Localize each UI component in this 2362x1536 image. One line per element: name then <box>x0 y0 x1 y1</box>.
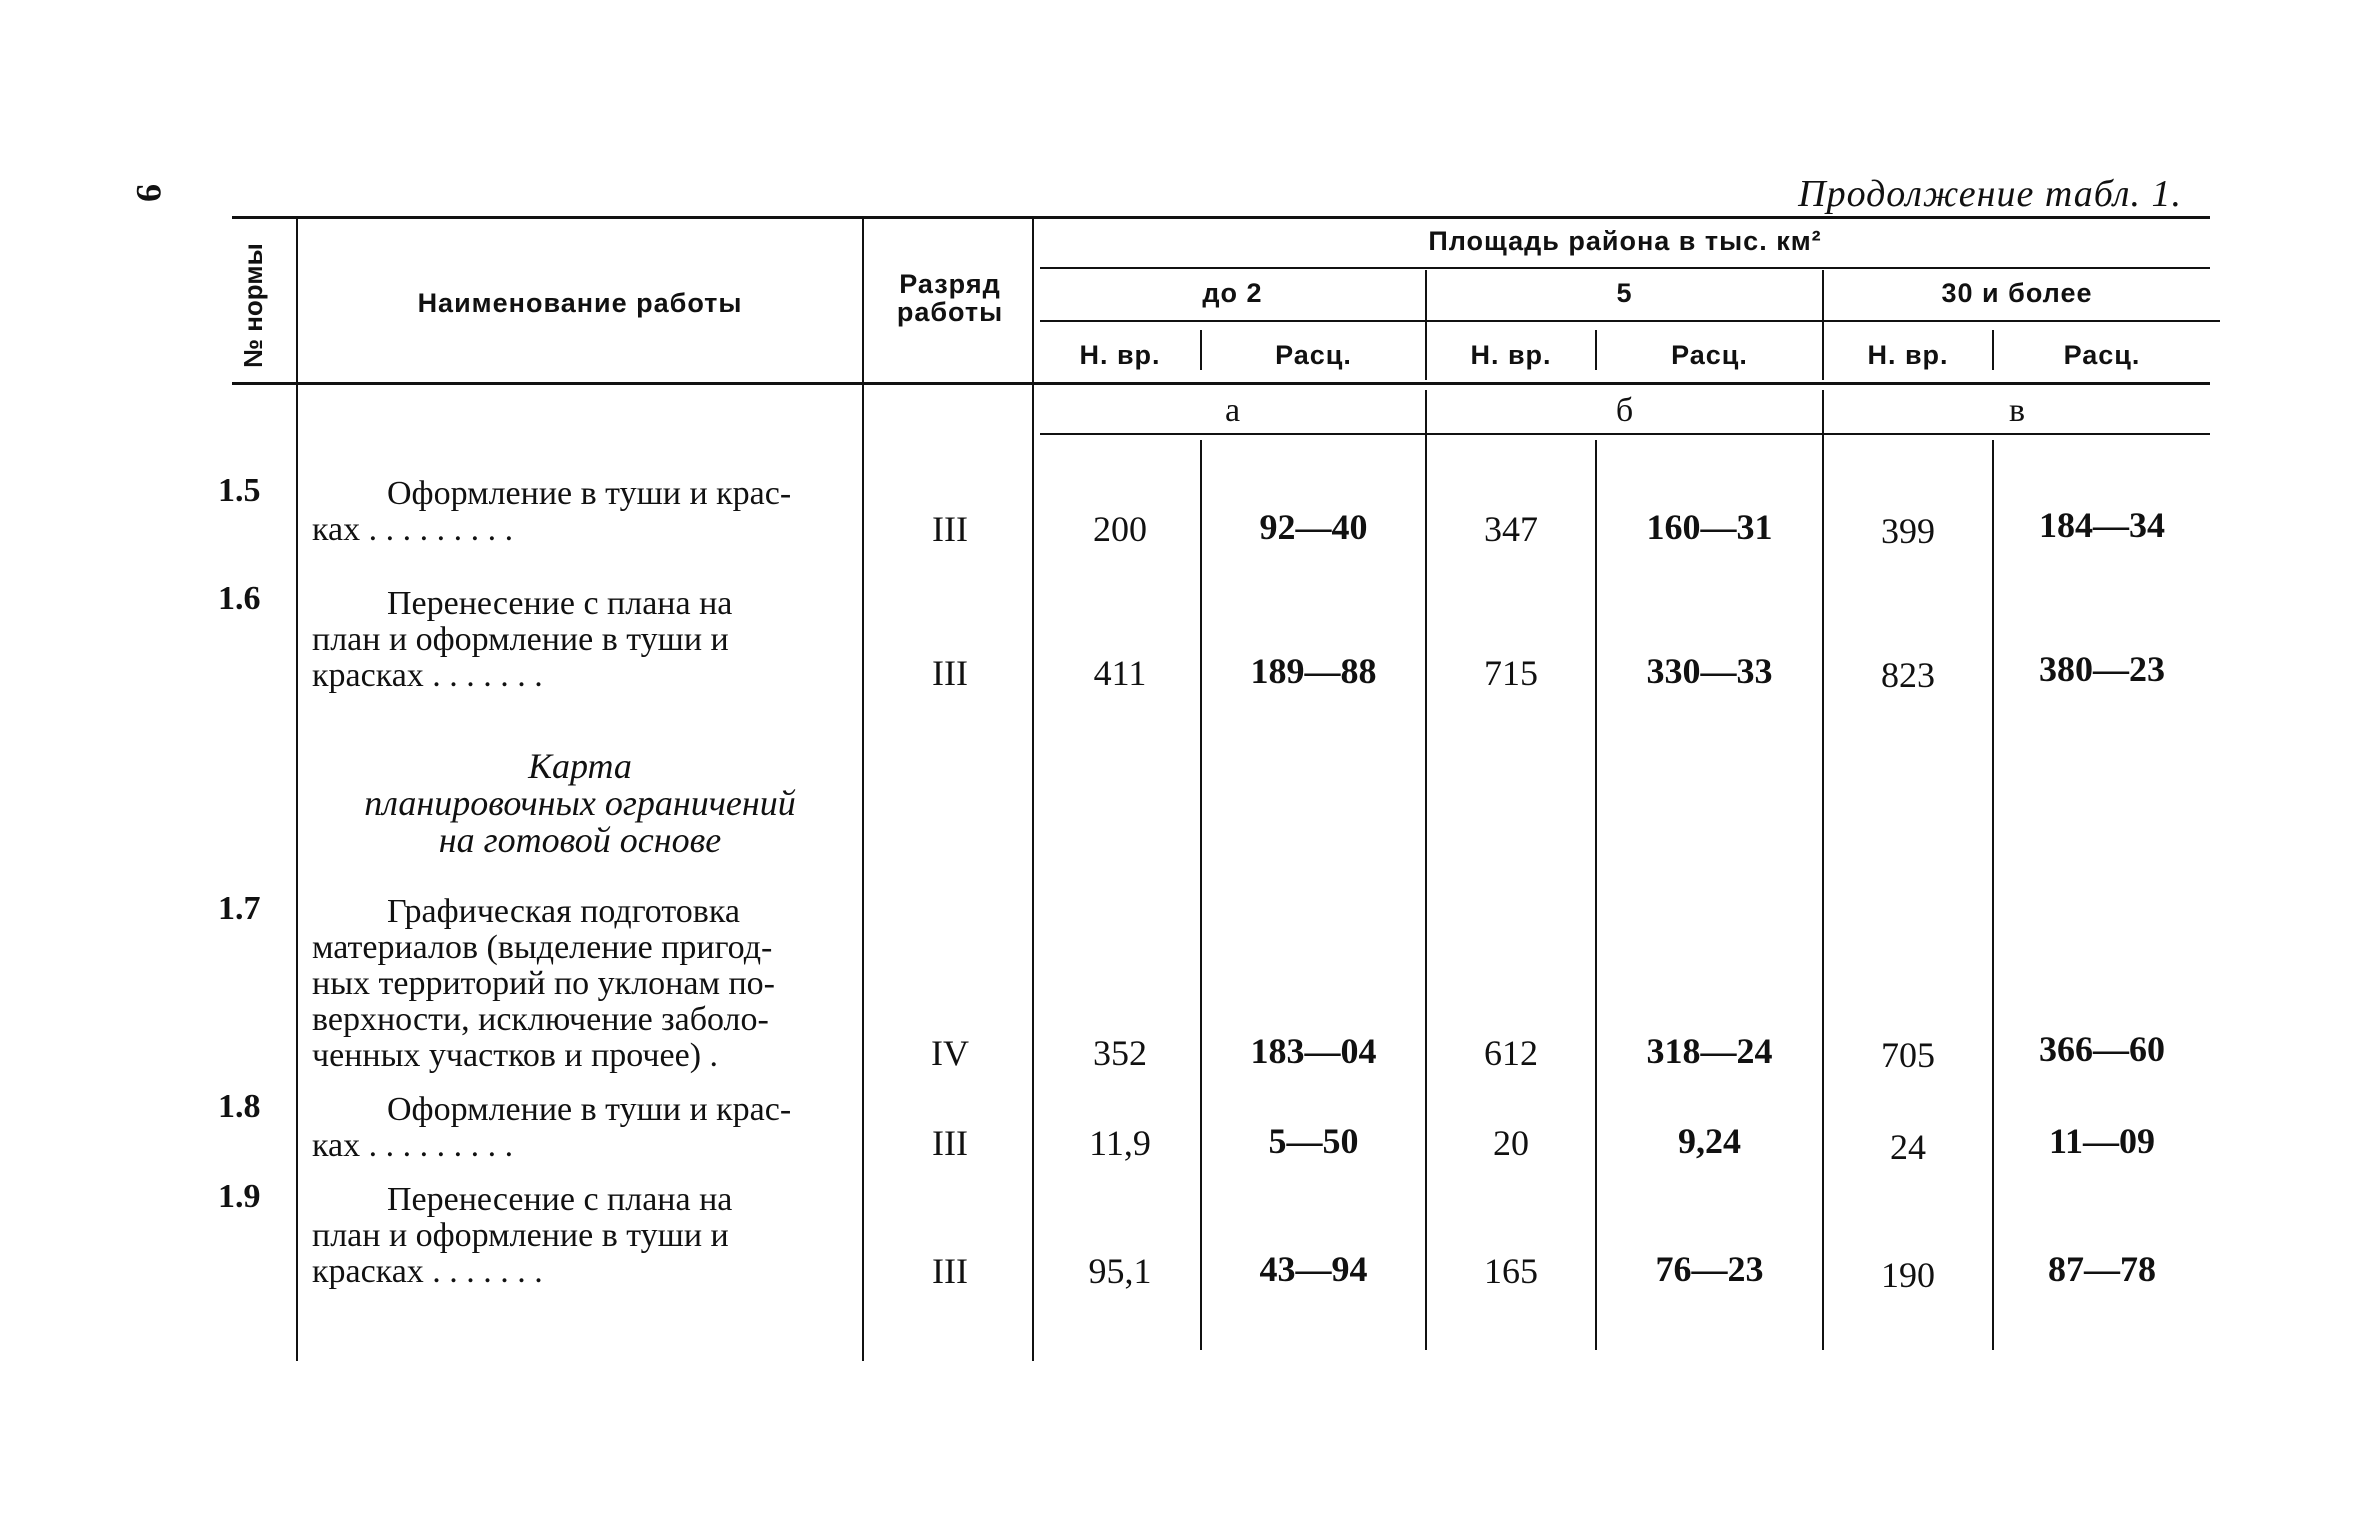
row-nvr-b: 20 <box>1493 1123 1529 1163</box>
group-header-2: 5 <box>1616 278 1633 308</box>
row-work-name: Перенесение с плана на план и оформление в туши и красках . . . . . . . <box>312 585 733 694</box>
column-name-header: Наименование работы <box>417 288 743 318</box>
area-header: Площадь района в тыс. км² <box>1428 226 1822 256</box>
row-nvr-v: 190 <box>1881 1255 1935 1295</box>
top-rule <box>232 216 2210 219</box>
row-rasc-v: 366—60 <box>2039 1029 2165 1069</box>
row-work-name: Оформление в туши и крас- ках . . . . . . . . . <box>312 475 792 548</box>
row-nvr-a: 95,1 <box>1088 1251 1152 1291</box>
row-nvr-v: 823 <box>1881 655 1935 695</box>
row-grade: III <box>932 653 968 693</box>
group-letter-a: а <box>1224 392 1241 429</box>
col-rule-4b <box>1200 440 1202 1350</box>
col-rule-2 <box>862 216 864 1361</box>
rasc-header-2: Расц. <box>1671 340 1748 370</box>
row-rasc-b: 160—31 <box>1646 507 1773 547</box>
row-id: 1.6 <box>218 580 261 617</box>
row-id: 1.5 <box>218 472 261 509</box>
row-rasc-b: 9,24 <box>1678 1121 1741 1161</box>
row-rasc-b: 76—23 <box>1655 1249 1764 1289</box>
rasc-header-3: Расц. <box>2063 340 2141 370</box>
row-nvr-b: 715 <box>1484 653 1538 693</box>
row-rasc-v: 87—78 <box>2048 1249 2156 1289</box>
row-id: 1.9 <box>218 1178 261 1215</box>
row-work-name: Перенесение с плана на план и оформление в туши и красках . . . . . . . <box>312 1181 733 1290</box>
row-grade: III <box>932 1123 968 1163</box>
page-number: 9 <box>129 184 169 202</box>
nvr-header-3: Н. вр. <box>1867 340 1949 370</box>
row-rasc-a: 183—04 <box>1250 1031 1377 1071</box>
header-bottom-rule <box>232 382 2210 385</box>
row-rasc-a: 43—94 <box>1259 1249 1368 1289</box>
row-rasc-b: 330—33 <box>1646 651 1773 691</box>
row-grade: IV <box>931 1033 969 1073</box>
group-letter-v: в <box>2008 392 2026 429</box>
col-rule-6b <box>1595 440 1597 1350</box>
group-header-3: 30 и более <box>1941 278 2093 308</box>
area-rule <box>1040 267 2210 269</box>
row-nvr-a: 352 <box>1093 1033 1147 1073</box>
row-id: 1.7 <box>218 890 261 927</box>
col-rule-3 <box>1032 216 1034 1361</box>
col-rule-8b <box>1992 440 1994 1350</box>
group-header-1: до 2 <box>1202 278 1263 308</box>
row-nvr-b: 612 <box>1484 1033 1538 1073</box>
row-rasc-a: 5—50 <box>1268 1121 1359 1161</box>
row-grade: III <box>932 509 968 549</box>
nvr-header-2: Н. вр. <box>1470 340 1552 370</box>
row-nvr-b: 165 <box>1484 1251 1538 1291</box>
row-rasc-v: 380—23 <box>2039 649 2165 689</box>
nvr-header-1: Н. вр. <box>1079 340 1161 370</box>
row-nvr-b: 347 <box>1484 509 1538 549</box>
row-nvr-a: 11,9 <box>1089 1123 1151 1163</box>
row-nvr-v: 705 <box>1881 1035 1935 1075</box>
group-rule <box>1040 320 2220 322</box>
column-norm-header: № нормы <box>238 243 268 368</box>
row-work-name: Оформление в туши и крас- ках . . . . . . . . . <box>312 1091 792 1164</box>
row-grade: III <box>932 1251 968 1291</box>
row-rasc-a: 92—40 <box>1259 507 1368 547</box>
row-id: 1.8 <box>218 1088 261 1125</box>
rasc-header-1: Расц. <box>1275 340 1352 370</box>
row-rasc-a: 189—88 <box>1250 651 1377 691</box>
row-work-name: Графическая подготовка материалов (выделение пригод- ных территорий по уклонам по- верхности, исключение заболо- ченных участков и прочее) . <box>312 893 775 1074</box>
col-rule-1 <box>296 216 298 1361</box>
group-letter-b: б <box>1615 392 1634 429</box>
letters-rule <box>1040 433 2210 435</box>
row-rasc-v: 11—09 <box>2048 1121 2155 1161</box>
row-nvr-v: 399 <box>1881 511 1935 551</box>
section-title: Карта планировочных ограничений на готовой основе <box>364 746 796 860</box>
column-grade-header: Разряд работы <box>896 269 1004 327</box>
row-nvr-a: 411 <box>1093 653 1147 693</box>
row-nvr-a: 200 <box>1093 509 1147 549</box>
table-continuation-label: Продолжение табл. 1. <box>1798 173 2182 215</box>
row-rasc-v: 184—34 <box>2039 505 2165 545</box>
row-nvr-v: 24 <box>1890 1127 1926 1167</box>
row-rasc-b: 318—24 <box>1646 1031 1773 1071</box>
